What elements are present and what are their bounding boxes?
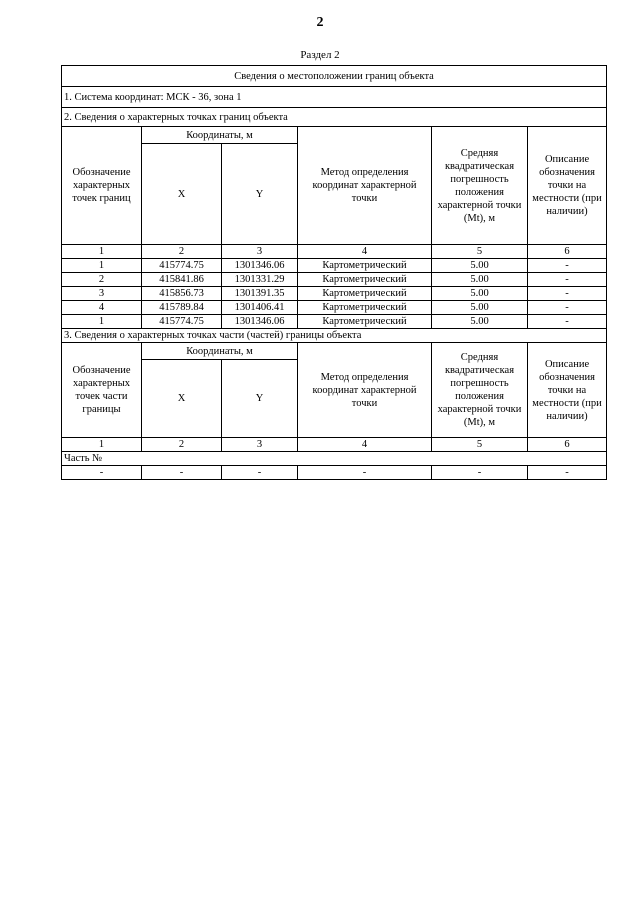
table-row bbox=[62, 259, 607, 273]
section-title: Раздел 2 bbox=[300, 49, 340, 61]
coord-system: 1. Система координат: МСК - 36, зона 1 bbox=[62, 87, 607, 108]
cell-y: 1301406.41 bbox=[222, 301, 298, 315]
cell-y: 1301391.35 bbox=[222, 287, 298, 301]
cell-method: Картометрический bbox=[298, 287, 432, 301]
header-description: Описание обозначения точки на местности (при наличии) bbox=[528, 343, 607, 438]
cell-x: - bbox=[142, 466, 222, 480]
header-coords: Координаты, м bbox=[142, 127, 298, 144]
col-number: 2 bbox=[142, 438, 222, 452]
cell-error: - bbox=[432, 466, 528, 480]
section3-title: 3. Сведения о характерных точках части (частей) границы объекта bbox=[62, 329, 607, 343]
header-method: Метод определения координат характерной точки bbox=[298, 127, 432, 245]
cell-y: 1301346.06 bbox=[222, 259, 298, 273]
cell-error: 5.00 bbox=[432, 287, 528, 301]
table-row bbox=[62, 287, 607, 301]
cell-desc: - bbox=[528, 466, 607, 480]
cell-y: 1301331.29 bbox=[222, 273, 298, 287]
col-number: 5 bbox=[432, 245, 528, 259]
cell-desc: - bbox=[528, 301, 607, 315]
table-row bbox=[62, 301, 607, 315]
table-row bbox=[62, 466, 607, 480]
cell-x: 415774.75 bbox=[142, 315, 222, 329]
col-number: 6 bbox=[528, 438, 607, 452]
cell-y: 1301346.06 bbox=[222, 315, 298, 329]
col-number: 4 bbox=[298, 438, 432, 452]
cell-error: 5.00 bbox=[432, 273, 528, 287]
col-number: 6 bbox=[528, 245, 607, 259]
cell-method: - bbox=[298, 466, 432, 480]
cell-method: Картометрический bbox=[298, 315, 432, 329]
cell-point: 3 bbox=[62, 287, 142, 301]
cell-error: 5.00 bbox=[432, 259, 528, 273]
col-number: 1 bbox=[62, 438, 142, 452]
cell-y: - bbox=[222, 466, 298, 480]
cell-desc: - bbox=[528, 287, 607, 301]
cell-method: Картометрический bbox=[298, 259, 432, 273]
header-x: X bbox=[142, 360, 222, 438]
page-number: 2 bbox=[316, 15, 324, 30]
col-number: 3 bbox=[222, 245, 298, 259]
header-point: Обозначение характерных точек части границы bbox=[62, 343, 142, 438]
header-error: Средняя квадратическая погрешность положения характерной точки (Mt), м bbox=[432, 127, 528, 245]
boundary-table bbox=[61, 65, 607, 480]
cell-error: 5.00 bbox=[432, 301, 528, 315]
header-point: Обозначение характерных точек границ bbox=[62, 127, 142, 245]
cell-x: 415789.84 bbox=[142, 301, 222, 315]
cell-point: 1 bbox=[62, 315, 142, 329]
cell-error: 5.00 bbox=[432, 315, 528, 329]
cell-desc: - bbox=[528, 315, 607, 329]
cell-x: 415856.73 bbox=[142, 287, 222, 301]
col-number: 2 bbox=[142, 245, 222, 259]
section2-title: 2. Сведения о характерных точках границ объекта bbox=[62, 108, 607, 127]
cell-point: 1 bbox=[62, 259, 142, 273]
cell-x: 415841.86 bbox=[142, 273, 222, 287]
col-number: 1 bbox=[62, 245, 142, 259]
part-label: Часть № bbox=[62, 452, 607, 466]
cell-x: 415774.75 bbox=[142, 259, 222, 273]
cell-method: Картометрический bbox=[298, 301, 432, 315]
header-method: Метод определения координат характерной точки bbox=[298, 343, 432, 438]
header-y: Y bbox=[222, 144, 298, 245]
header-coords: Координаты, м bbox=[142, 343, 298, 360]
col-number: 5 bbox=[432, 438, 528, 452]
col-number: 3 bbox=[222, 438, 298, 452]
col-number: 4 bbox=[298, 245, 432, 259]
cell-point: 4 bbox=[62, 301, 142, 315]
header-x: X bbox=[142, 144, 222, 245]
table-row bbox=[62, 315, 607, 329]
cell-point: 2 bbox=[62, 273, 142, 287]
header-description: Описание обозначения точки на местности (при наличии) bbox=[528, 127, 607, 245]
header-y: Y bbox=[222, 360, 298, 438]
cell-desc: - bbox=[528, 273, 607, 287]
header-error: Средняя квадратическая погрешность положения характерной точки (Mt), м bbox=[432, 343, 528, 438]
cell-desc: - bbox=[528, 259, 607, 273]
cell-point: - bbox=[62, 466, 142, 480]
table-title: Сведения о местоположении границ объекта bbox=[62, 66, 607, 87]
cell-method: Картометрический bbox=[298, 273, 432, 287]
table-row bbox=[62, 273, 607, 287]
